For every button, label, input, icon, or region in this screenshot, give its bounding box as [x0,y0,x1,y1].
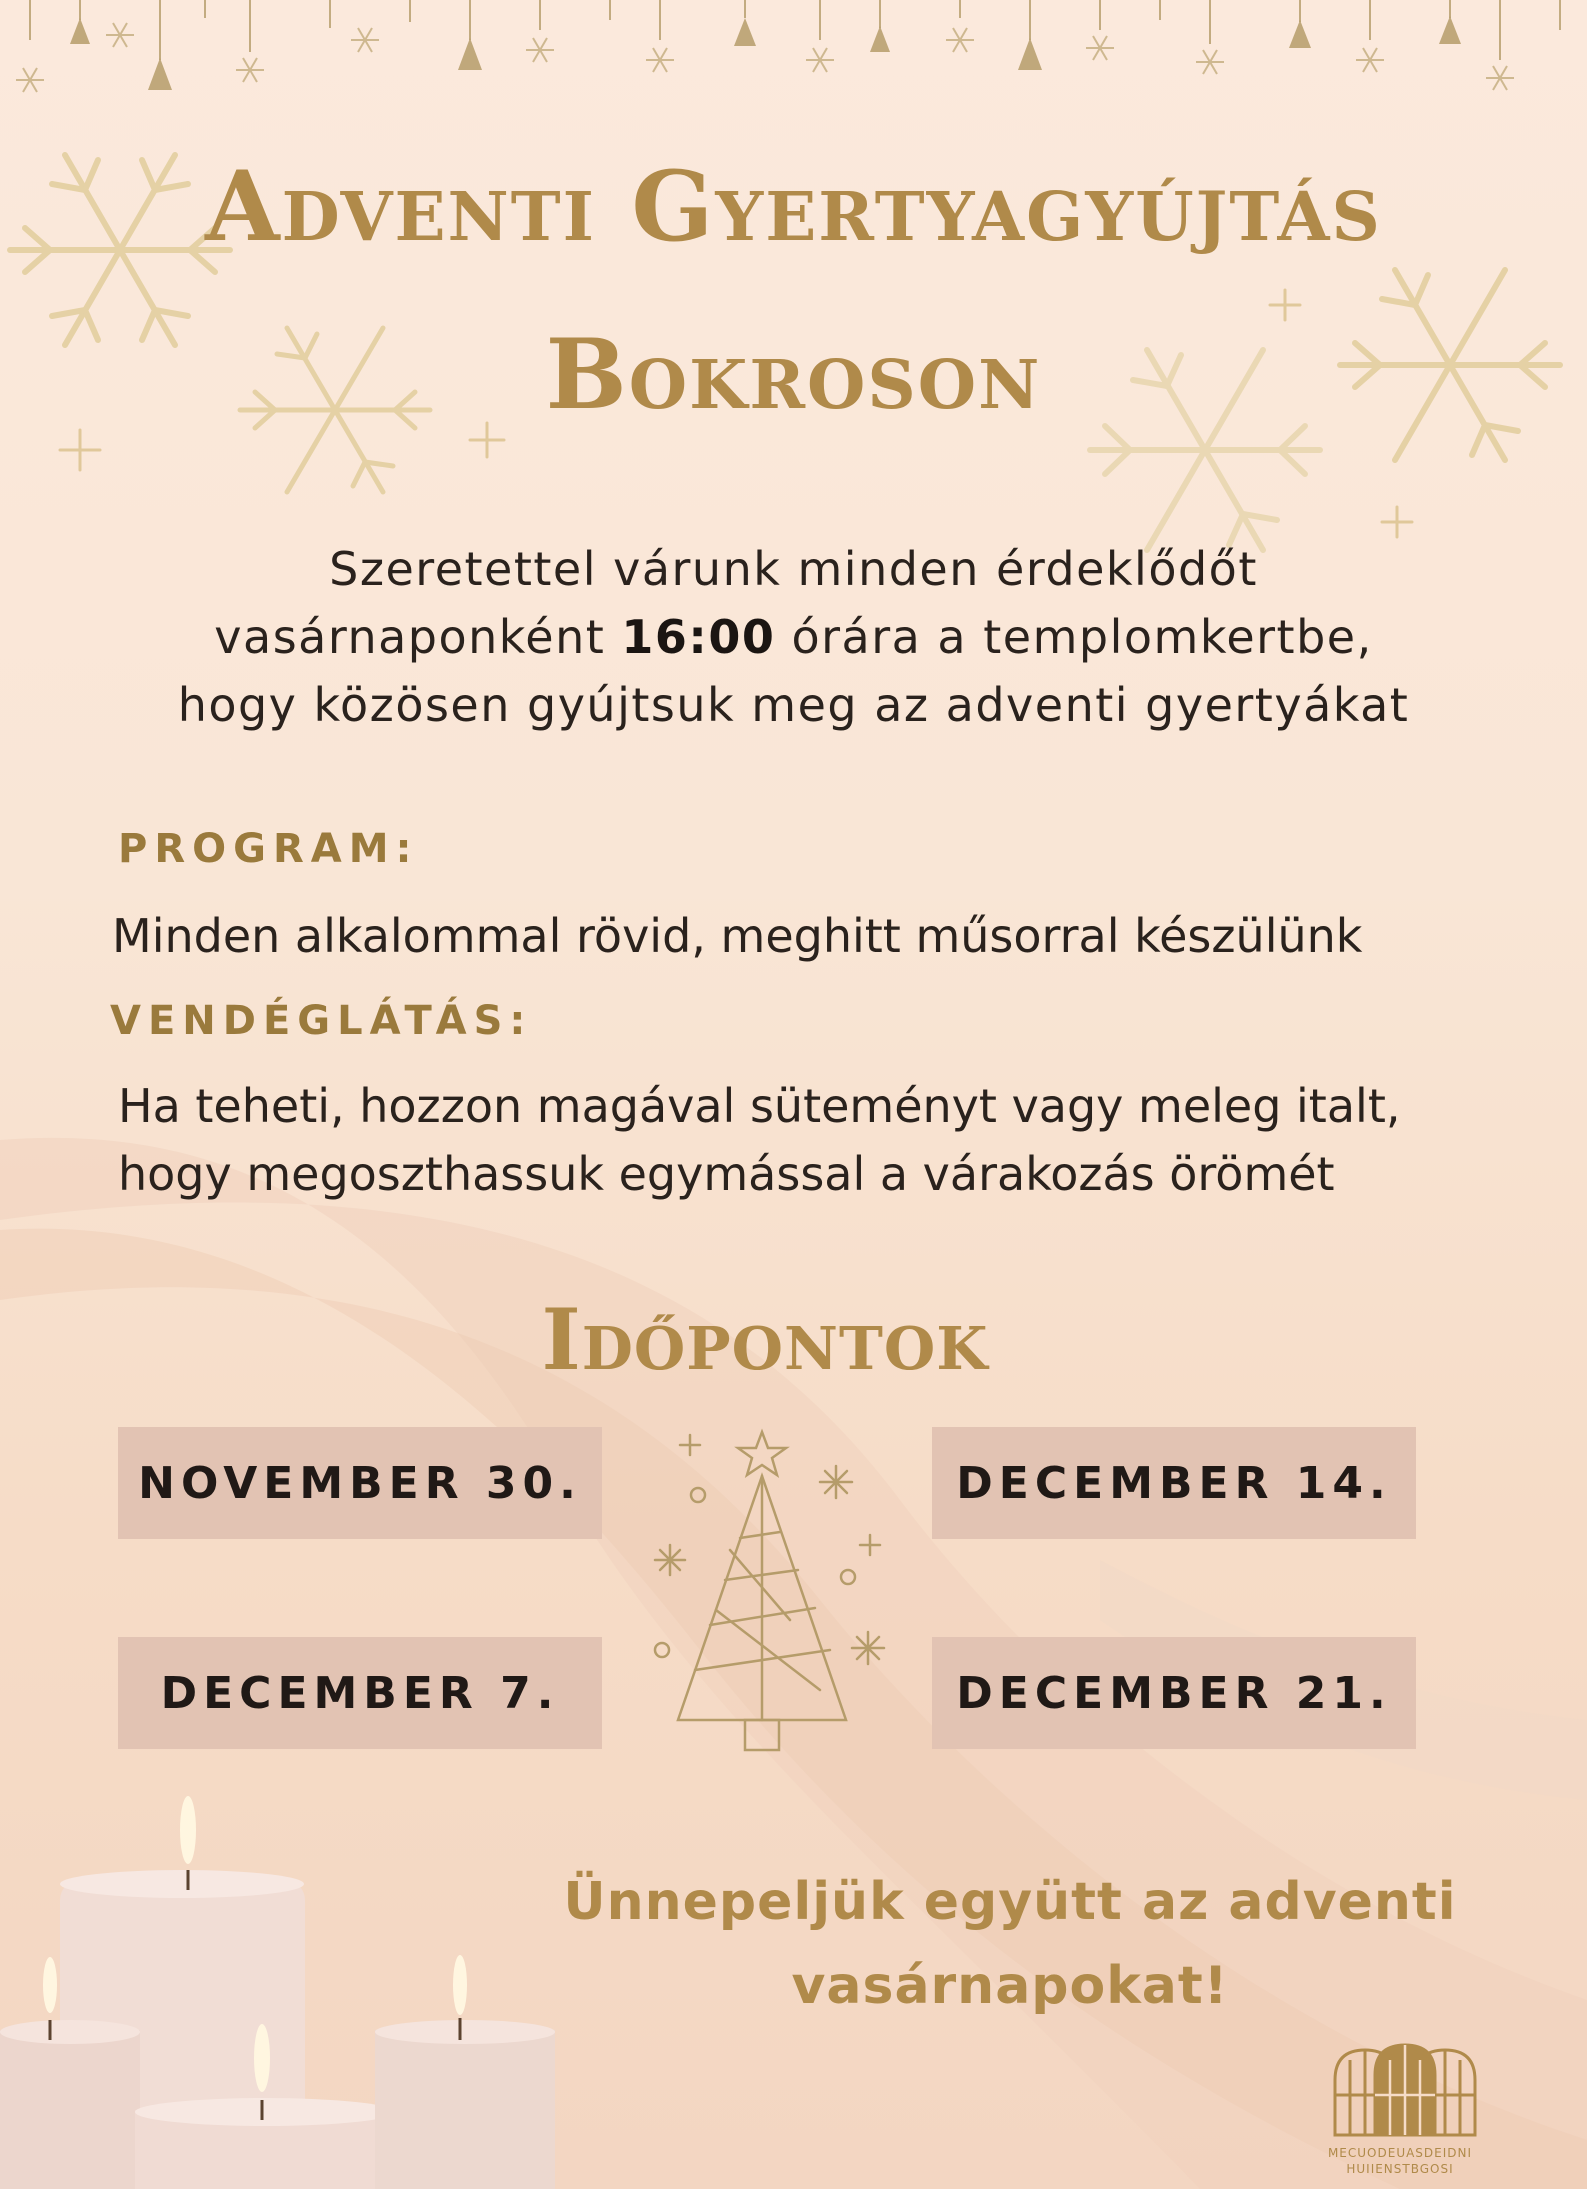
intro-line-2-after: órára a templomkertbe, [775,610,1373,664]
catering-line-2: hogy megoszthassuk egymással a várakozás örömét [118,1147,1335,1201]
catering-label: VENDÉGLÁTÁS: [110,998,533,1044]
intro-line-3: hogy közösen gyújtsuk meg az adventi gyertyákat [177,678,1410,732]
catering-text [118,1072,1400,1208]
date-box-december-21: DECEMBER 21. [932,1637,1416,1749]
ornament-trees [70,16,1461,90]
intro-line-2-before: vasárnaponként [214,610,622,664]
closing-line-1: Ünnepeljük együtt az adventi [563,1872,1457,1932]
date-box-november-30: NOVEMBER 30. [118,1427,602,1539]
closing-message [540,1860,1480,2028]
date-box-december-7: DECEMBER 7. [118,1637,602,1749]
intro-line-2 [100,603,1487,671]
hanging-ornaments [30,0,1560,60]
candle-icon [375,1955,555,2189]
date-box-december-14: DECEMBER 14. [932,1427,1416,1539]
dates-title: Időpontok [541,1290,989,1389]
intro-text [100,535,1487,739]
catering-line-1: Ha teheti, hozzon magával süteményt vagy meleg italt, [118,1079,1401,1133]
closing-line-2: vasárnapokat! [791,1956,1229,2016]
page-title: Adventi Gyertyagyújtás [205,150,1382,263]
logo-caption: MECUODEUASDEIDNI HUIIENSTBGOSI [1327,2146,1473,2176]
intro-line-1: Szeretettel várunk minden érdeklődőt [329,542,1258,596]
page-subtitle: Bokroson [545,318,1042,431]
program-label: PROGRAM: [118,826,419,872]
christmas-tree-icon [630,1420,910,1770]
greenhouse-logo-icon [1330,2040,1480,2140]
small-snowflakes [16,23,1514,92]
program-text: Minden alkalommal rövid, meghitt műsorral készülünk [112,909,1363,963]
event-time: 16:00 [621,610,776,664]
